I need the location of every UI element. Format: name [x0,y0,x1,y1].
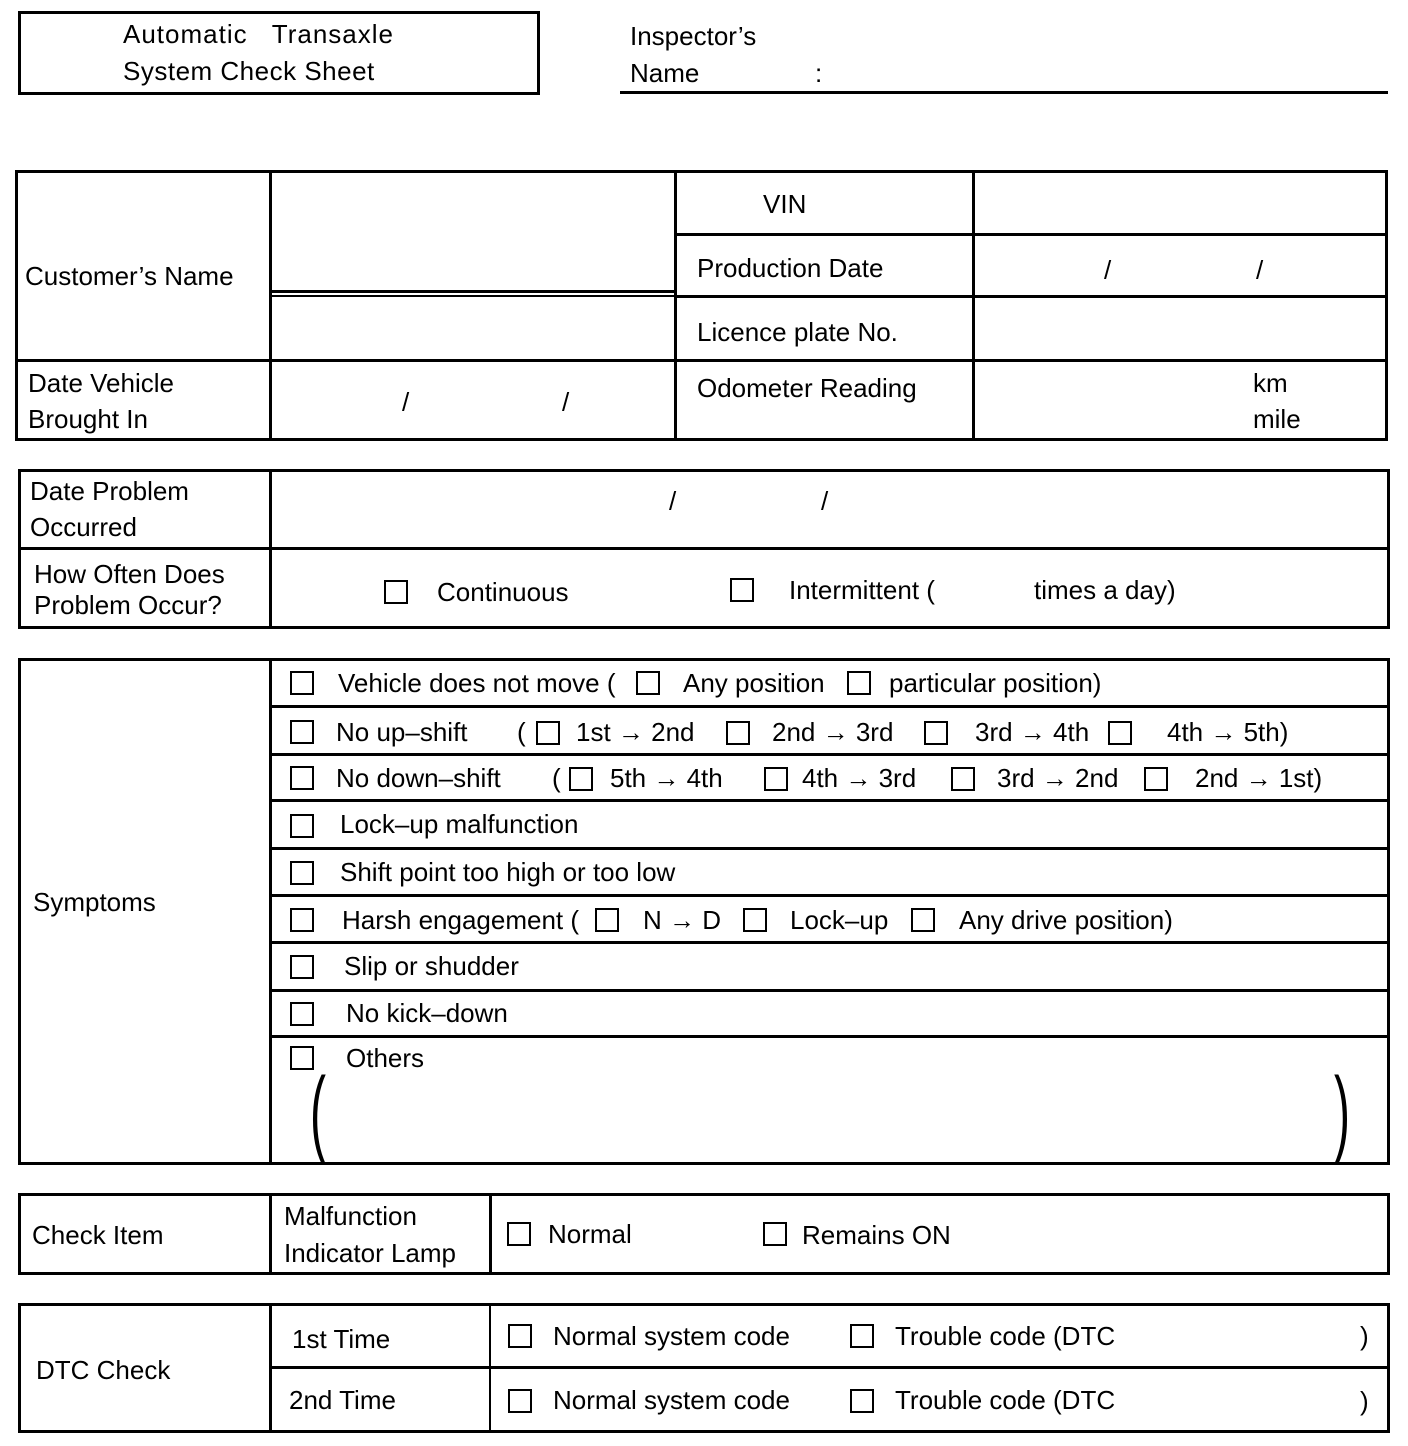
frequency-label-line-1: How Often Does [34,559,225,589]
lockup-malfunction-label: Lock–up malfunction [340,809,579,839]
divider [269,295,675,297]
divider [972,170,975,441]
downshift-3rd-2nd-checkbox[interactable] [951,767,975,791]
harsh-any-drive-checkbox[interactable] [911,908,935,932]
symptoms-label: Symptoms [33,887,156,917]
date-occurred-sep-2: / [821,486,829,516]
divider [269,894,1390,897]
inspector-colon: : [815,58,823,88]
vin-field[interactable] [980,176,1380,230]
mil-label-line-2: Indicator Lamp [284,1238,456,1268]
odometer-unit-km: km [1253,368,1288,398]
dtc-check-label: DTC Check [36,1355,171,1385]
intermittent-label: Intermittent ( [789,575,935,605]
upshift-3rd-4th-label: 3rd → 4th [975,717,1090,747]
dtc-first-normal-checkbox[interactable] [508,1324,532,1348]
customer-name-label: Customer’s Name [25,261,234,291]
no-downshift-checkbox[interactable] [290,766,314,790]
downshift-2nd-1st-checkbox[interactable] [1144,767,1168,791]
downshift-5th-4th-checkbox[interactable] [569,767,593,791]
intermittent-checkbox[interactable] [730,578,754,602]
dtc-first-time-label: 1st Time [292,1324,391,1354]
downshift-4th-3rd-checkbox[interactable] [764,767,788,791]
intermittent-suffix: times a day) [1034,575,1176,605]
production-date-sep-2: / [1256,255,1264,285]
inspector-label-line-1: Inspector’s [630,21,757,51]
no-kickdown-checkbox[interactable] [290,1002,314,1026]
customer-name-field[interactable] [275,176,670,286]
downshift-3rd-2nd-label: 3rd → 2nd [997,763,1119,793]
date-brought-in-label-line-2: Brought In [28,404,148,434]
others-text-field[interactable] [340,1075,1330,1150]
no-upshift-checkbox[interactable] [290,720,314,744]
production-date-sep-1: / [1104,255,1112,285]
date-brought-in-sep-1: / [402,387,410,417]
divider [269,847,1390,850]
title-line-2: System Check Sheet [123,56,375,86]
harsh-n-d-label: N → D [643,905,721,935]
divider [269,1366,1390,1369]
vin-label: VIN [763,189,807,219]
dtc-second-normal-checkbox[interactable] [508,1389,532,1413]
upshift-4th-5th-label: 4th → 5th) [1167,717,1289,747]
title-line-1: Automatic Transaxle [123,19,394,49]
check-item-table [18,1193,1390,1275]
continuous-checkbox[interactable] [384,580,408,604]
date-occurred-label-line-2: Occurred [30,512,137,542]
harsh-lockup-checkbox[interactable] [743,908,767,932]
date-occurred-label-line-1: Date Problem [30,476,189,506]
mil-normal-label: Normal [548,1219,632,1249]
dtc-second-time-label: 2nd Time [289,1385,396,1415]
dtc-second-trouble-label: Trouble code (DTC [895,1385,1116,1415]
slip-shudder-label: Slip or shudder [344,951,519,981]
dtc-first-trouble-label: Trouble code (DTC [895,1321,1116,1351]
harsh-lockup-label: Lock–up [790,905,889,935]
mil-label-line-1: Malfunction [284,1201,417,1231]
divider [674,170,677,441]
dtc-second-close-paren: ) [1360,1386,1369,1416]
mil-normal-checkbox[interactable] [507,1222,531,1246]
customer-name-field-2[interactable] [275,300,670,355]
upshift-3rd-4th-checkbox[interactable] [924,721,948,745]
others-close-paren: ) [1333,1058,1350,1165]
divider [674,233,1388,236]
downshift-4th-3rd-label: 4th → 3rd [802,763,917,793]
harsh-any-drive-label: Any drive position) [959,905,1173,935]
harsh-engagement-checkbox[interactable] [290,908,314,932]
dtc-first-code-field[interactable] [1140,1318,1355,1352]
date-brought-in-label-line-1: Date Vehicle [28,368,174,398]
divider [269,705,1390,708]
no-upshift-label: No up–shift [336,717,468,747]
shift-point-label: Shift point too high or too low [340,857,676,887]
downshift-5th-4th-label: 5th → 4th [610,763,723,793]
odometer-unit-mile: mile [1253,404,1301,434]
intermittent-times-field[interactable] [950,572,1030,604]
any-position-label: Any position [683,668,825,698]
date-brought-in-sep-2: / [562,387,570,417]
any-position-checkbox[interactable] [636,671,660,695]
inspector-underline [620,91,1388,94]
licence-plate-label: Licence plate No. [697,317,898,347]
particular-position-label: particular position) [889,668,1102,698]
licence-plate-field[interactable] [980,300,1380,355]
vehicle-does-not-move-checkbox[interactable] [290,671,314,695]
harsh-engagement-label: Harsh engagement ( [342,905,580,935]
divider [269,1193,272,1275]
frequency-label-line-2: Problem Occur? [34,590,222,620]
upshift-1st-2nd-checkbox[interactable] [536,721,560,745]
no-downshift-label: No down–shift [336,763,501,793]
lockup-malfunction-checkbox[interactable] [290,814,314,838]
divider [269,290,675,293]
divider [269,941,1390,944]
divider [674,295,1388,298]
divider [489,1193,492,1275]
divider [269,1035,1390,1038]
odometer-label: Odometer Reading [697,373,917,403]
dtc-second-trouble-checkbox[interactable] [850,1389,874,1413]
no-kickdown-label: No kick–down [346,998,508,1028]
upshift-2nd-3rd-checkbox[interactable] [726,721,750,745]
production-date-label: Production Date [697,253,884,283]
mil-remains-on-checkbox[interactable] [763,1222,787,1246]
upshift-4th-5th-checkbox[interactable] [1108,721,1132,745]
check-item-label: Check Item [32,1220,164,1250]
dtc-first-trouble-checkbox[interactable] [850,1324,874,1348]
mil-remains-on-label: Remains ON [802,1220,951,1250]
dtc-first-close-paren: ) [1360,1321,1369,1351]
no-upshift-open-paren: ( [517,717,526,747]
divider [15,359,1388,362]
upshift-1st-2nd-label: 1st → 2nd [576,717,695,747]
shift-point-checkbox[interactable] [290,861,314,885]
inspector-name-field[interactable] [835,56,1385,88]
vehicle-does-not-move-label: Vehicle does not move ( [338,668,616,698]
downshift-2nd-1st-label: 2nd → 1st) [1195,763,1323,793]
dtc-second-normal-label: Normal system code [553,1385,790,1415]
divider [269,799,1390,802]
divider [269,753,1390,756]
date-occurred-sep-1: / [669,486,677,516]
divider [269,170,272,441]
no-downshift-open-paren: ( [552,763,561,793]
slip-shudder-checkbox[interactable] [290,955,314,979]
particular-position-checkbox[interactable] [847,671,871,695]
inspector-label-line-2: Name [630,58,700,88]
divider [269,658,272,1165]
harsh-n-d-checkbox[interactable] [595,908,619,932]
others-label: Others [346,1043,425,1073]
divider [18,547,1390,550]
dtc-first-normal-label: Normal system code [553,1321,790,1351]
upshift-2nd-3rd-label: 2nd → 3rd [772,717,894,747]
continuous-label: Continuous [437,577,569,607]
divider [269,989,1390,992]
others-open-paren: ( [309,1058,326,1165]
dtc-second-code-field[interactable] [1140,1382,1355,1416]
